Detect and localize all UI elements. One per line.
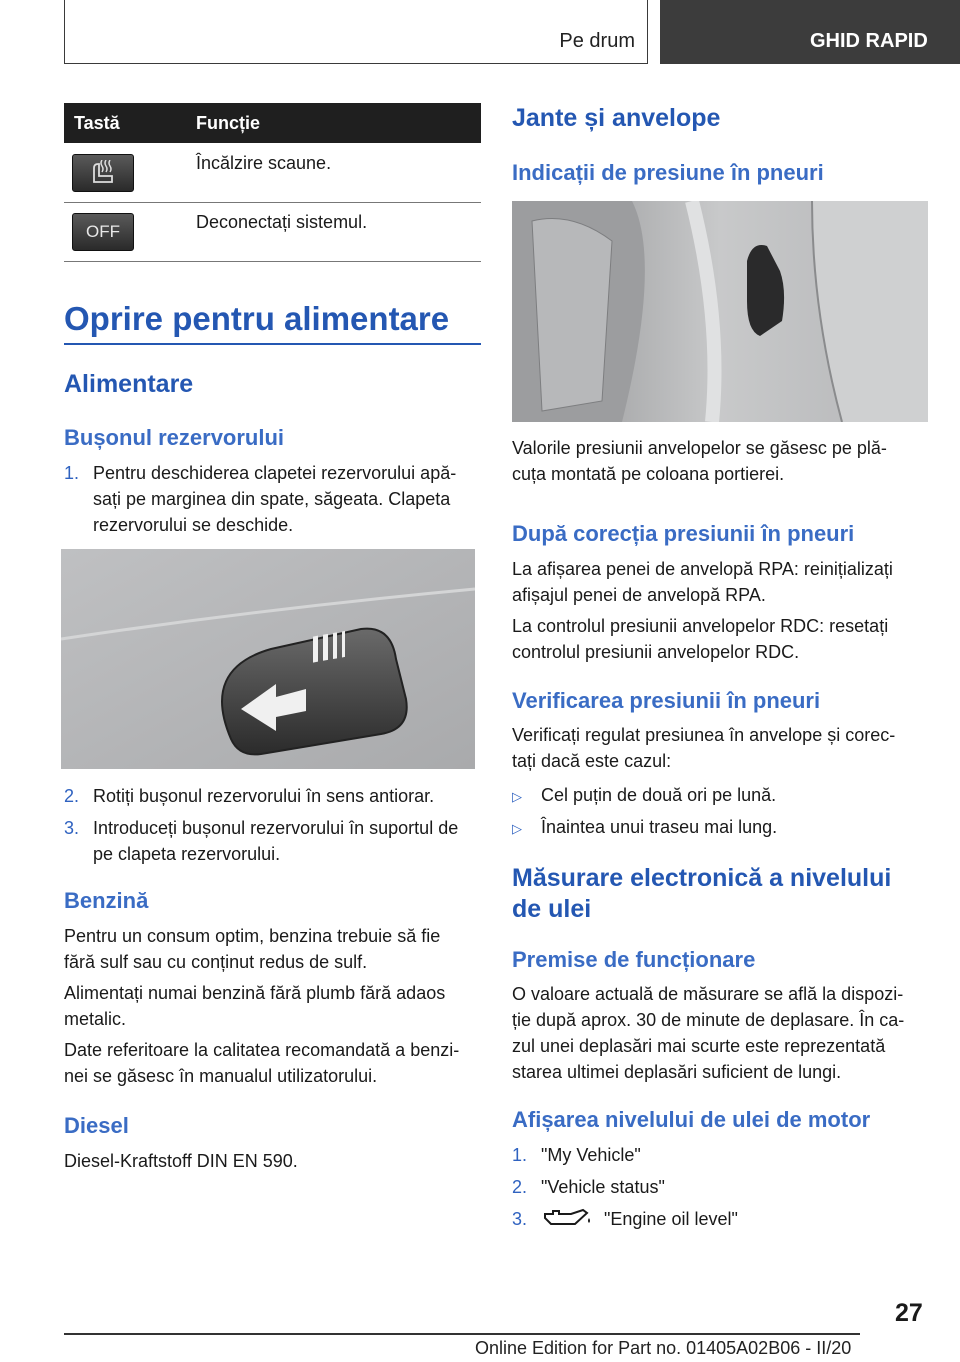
- off-button: OFF: [72, 213, 134, 251]
- header-section-label: Pe drum: [559, 30, 635, 52]
- footer-edition: Online Edition for Part no. 01405A02B06 - II/20: [475, 1338, 852, 1358]
- heading-petrol: Benzină: [64, 888, 149, 913]
- paragraph: Valorile presiunii anvelopelor se găsesc pe plă- cuța montată pe coloana portierei.: [512, 438, 887, 484]
- triangle-bullet-icon: ▷: [512, 821, 522, 836]
- paragraph: Verificați regulat presiunea în anvelope și corec- tați dacă este cazul:: [512, 725, 896, 771]
- oil-can-icon: [541, 1206, 593, 1235]
- oil-level-menu-label: "Engine oil level": [604, 1209, 738, 1229]
- heading-after-correction: După corecția presiunii în pneuri: [512, 521, 855, 546]
- col-header-key: Tastă: [74, 113, 120, 133]
- heading-oil-measurement: Măsurare electronică a nivelului de ulei: [512, 864, 892, 923]
- seat-heating-icon: [88, 160, 118, 186]
- paragraph: La controlul presiunii anvelopelor RDC: resetați controlul presiunii anvelopelor RDC.: [512, 616, 889, 662]
- heading-wheels-tyres: Jante și anvelope: [512, 104, 721, 132]
- heading-check-pressure: Verificarea presiunii în pneuri: [512, 688, 821, 713]
- col-header-function: Funcție: [196, 113, 261, 133]
- heading-refuel-stop: Oprire pentru alimentare: [64, 300, 450, 337]
- heading-prerequisites: Premise de funcționare: [512, 947, 756, 972]
- function-seat-heating: Încălzire scaune.: [196, 153, 332, 173]
- heading-oil-display: Afișarea nivelului de ulei de motor: [512, 1107, 871, 1132]
- paragraph: O valoare actuală de măsurare se află la dispozi- ție după aprox. 30 de minute de deplasare. În ca- zul unei deplasări mai scurte este reprezentată starea ultimei deplasări suficient de lungi.: [512, 984, 905, 1082]
- paragraph: Pentru un consum optim, benzina trebuie să fie fără sulf sau cu conținut redus de sulf.: [64, 926, 441, 972]
- fuel-cap-photo: [61, 549, 475, 769]
- paragraph: Date referitoare la calitatea recomandată a benzi- nei se găsesc în manualul utilizatorului.: [64, 1040, 460, 1086]
- page-number: 27: [895, 1299, 923, 1327]
- function-off: Deconectați sistemul.: [196, 212, 368, 232]
- heading-refuelling: Alimentare: [64, 370, 194, 398]
- seat-heating-button: [72, 154, 134, 192]
- heading-diesel: Diesel: [64, 1113, 129, 1138]
- footer-rule: [64, 1333, 860, 1335]
- triangle-bullet-icon: ▷: [512, 789, 522, 804]
- heading-pressure-info: Indicații de presiune în pneuri: [512, 160, 824, 185]
- table-row: [64, 143, 481, 203]
- heading-underline: [64, 343, 481, 345]
- door-pillar-photo: [512, 201, 928, 422]
- header-tab-quick-guide[interactable]: GHID RAPID: [660, 0, 960, 64]
- paragraph: La afișarea penei de anvelopă RPA: reinițializați afișajul penei de anvelopă RPA.: [512, 559, 893, 605]
- key-table-header: [64, 103, 481, 143]
- paragraph: Alimentați numai benzină fără plumb fără adaos metalic.: [64, 983, 446, 1029]
- table-row: [64, 202, 481, 262]
- heading-fuel-cap: Bușonul rezervorului: [64, 425, 285, 450]
- paragraph: Diesel-Kraftstoff DIN EN 590.: [64, 1151, 298, 1171]
